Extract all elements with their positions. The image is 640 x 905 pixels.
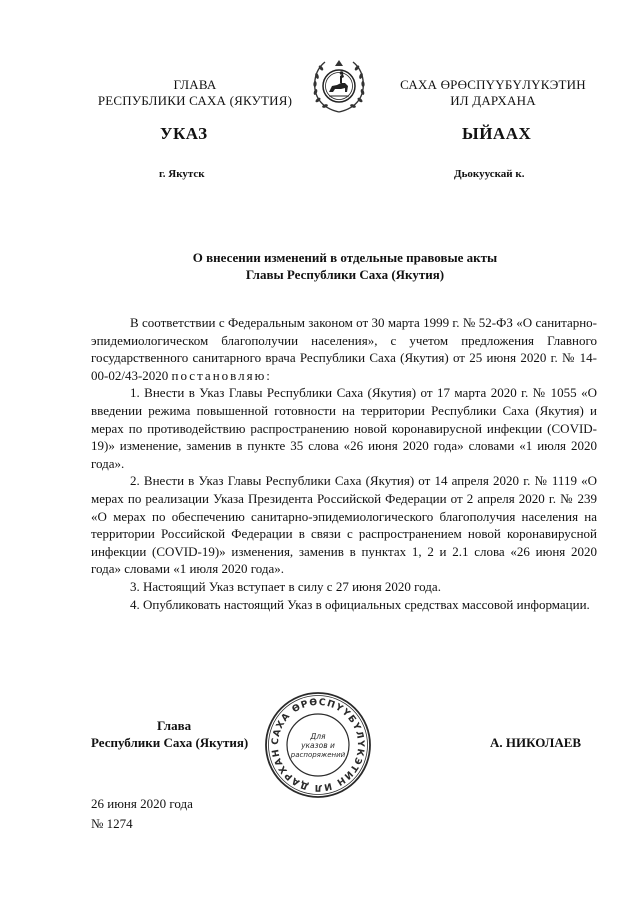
doc-type-sakha: ЫЙААХ bbox=[462, 124, 532, 143]
official-stamp bbox=[262, 690, 374, 800]
body-item-2: 2. Внести в Указ Главы Республики Саха (Якутия) от 14 апреля 2020 г. № 1119 «О мерах по реализации Указа Президента Российской Федерации от 2 апреля 2020 г. № 239 «О мерах по обеспечению санитарно-эпидемиологического благополучия населения на территории Российской Федерации в связи с распространением новой коронавирусной инфекции (COVID-19)» изменения, заменив в пунктах 1, 2 и 2.1 слова «26 июня 2020 года» словами «1 июля 2020 года». bbox=[91, 473, 597, 577]
signature-title-line1: Глава bbox=[157, 718, 192, 733]
city-sakha: Дьокуускай к. bbox=[454, 168, 525, 180]
header-right bbox=[378, 77, 608, 109]
header-right-line1: САХА ӨРӨСПҮҮБҮЛҮКЭТИН bbox=[400, 77, 586, 92]
document-date: 26 июня 2020 года bbox=[91, 796, 193, 811]
header-left bbox=[85, 77, 305, 109]
subject-line1: О внесении изменений в отдельные правовые акты bbox=[192, 250, 498, 265]
document-number: № 1274 bbox=[91, 816, 133, 831]
header-right-line2: ИЛ ДАРХАНА bbox=[450, 93, 536, 108]
decree-word: постановляю: bbox=[171, 367, 272, 383]
body-item-1: 1. Внести в Указ Главы Республики Саха (Якутия) от 17 марта 2020 г. № 1055 «О введении режима повышенной готовности на территории Республики Саха (Якутия) и мерах по противодействию распространению новой коронавирусной инфекции (COVID-19)» изменение, заменив в пункте 35 слова «26 июня 2020 года» словами «1 июля 2020 года». bbox=[91, 385, 597, 471]
stamp-center-line3: распоряжений bbox=[290, 751, 346, 759]
signatory-name: А. НИКОЛАЕВ bbox=[490, 735, 582, 750]
signature-title-line2: Республики Саха (Якутия) bbox=[91, 735, 249, 750]
stamp-ring-text: САХА ӨРӨСПҮҮБҮЛҮКЭТИН ИЛ ДАРХАН bbox=[269, 696, 367, 794]
body-item-4: 4. Опубликовать настоящий Указ в официальных средствах массовой информации. bbox=[130, 596, 590, 612]
subject-line2: Главы Республики Саха (Якутия) bbox=[245, 267, 445, 282]
body-intro-paragraph bbox=[91, 314, 597, 384]
coat-of-arms-emblem bbox=[307, 56, 371, 116]
document-body bbox=[91, 314, 597, 613]
document-subject bbox=[90, 249, 600, 283]
stamp-center-line2: указов и bbox=[301, 741, 335, 750]
city-ru: г. Якутск bbox=[159, 168, 205, 180]
header-left-line2: РЕСПУБЛИКИ САХА (ЯКУТИЯ) bbox=[97, 93, 293, 108]
body-item-3: 3. Настоящий Указ вступает в силу с 27 июня 2020 года. bbox=[130, 578, 441, 594]
body-intro: В соответствии с Федеральным законом от 30 марта 1999 г. № 52-ФЗ «О санитарно-эпидемиологическом благополучии населения», с учетом предложения Главного государственного санитарного врача Республики Саха (Якутия) от 25 июня 2020 г. № 14-00-02/43-2020 bbox=[91, 315, 597, 383]
doc-type-ru: УКАЗ bbox=[160, 124, 208, 143]
signature-title bbox=[91, 717, 281, 751]
header-left-line1: ГЛАВА bbox=[173, 77, 217, 92]
stamp-center-line1: Для bbox=[310, 732, 326, 741]
